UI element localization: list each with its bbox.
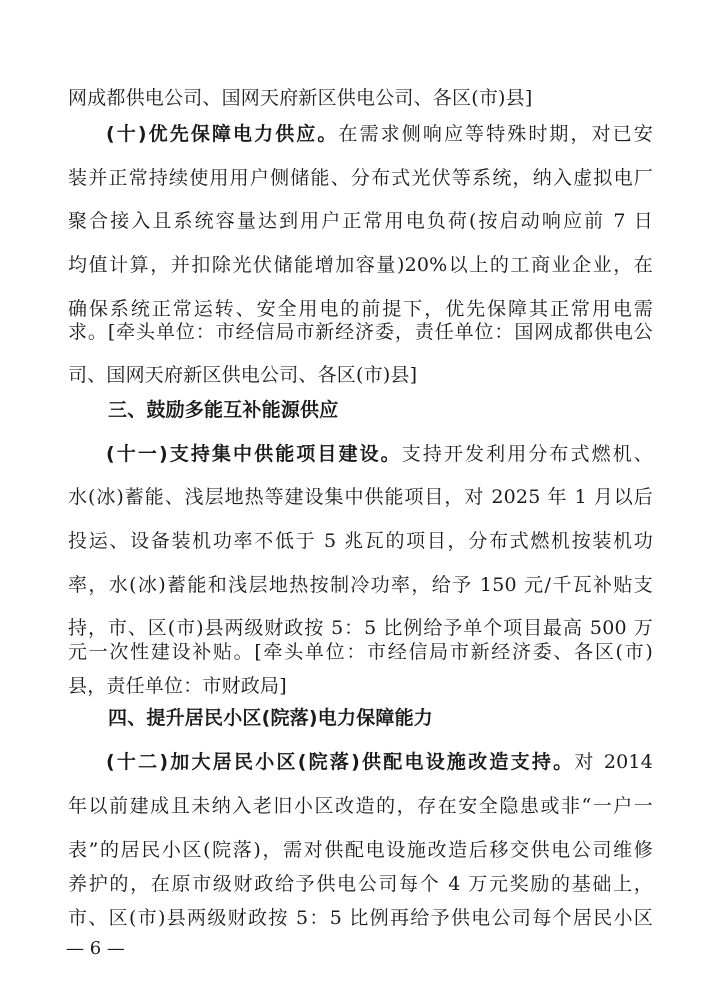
line-text: 确保系统正常运转、安全用电的前提下，优先保障其正常用电需	[68, 298, 653, 320]
line-text: 均值计算，并扣除光伏储能增加容量)20%以上的工商业企业，在	[68, 254, 653, 276]
line-text: 率，水(冰)蓄能和浅层地热按制冷功率，给予 150 元/千瓦补贴支	[68, 574, 653, 596]
paragraph-line	[68, 209, 653, 233]
section-heading: 四、提升居民小区(院落)电力保障能力	[108, 707, 433, 729]
paragraph-line	[68, 485, 653, 509]
paragraph-line	[68, 794, 653, 818]
line-text: 元一次性建设补贴。[牵头单位：市经信局市新经济委、各区(市)	[68, 641, 653, 663]
line-text: 司、国网天府新区供电公司、各区(市)县]	[68, 364, 418, 386]
paragraph-line	[68, 320, 653, 344]
line-text: 表”的居民小区(院落)，需对供配电设施改造后移交供电公司维修	[68, 839, 653, 861]
paragraph-line	[68, 674, 653, 698]
paragraph-line	[106, 122, 653, 146]
paragraph-line	[68, 573, 653, 597]
paragraph-line	[68, 166, 653, 190]
line-text: 装并正常持续使用用户侧储能、分布式光伏等系统，纳入虚拟电厂	[68, 167, 653, 189]
clause-title: (十)优先保障电力供应。	[106, 123, 339, 145]
paragraph-line	[68, 616, 653, 640]
paragraph-line	[68, 363, 653, 387]
line-text: 支持开发利用分布式燃机、	[401, 443, 653, 465]
line-text: 县，责任单位：市财政局]	[68, 675, 287, 697]
line-text: 对 2014	[574, 751, 654, 773]
clause-title: (十一)支持集中供能项目建设。	[106, 443, 402, 465]
clause-title: (十二)加大居民小区(院落)供配电设施改造支持。	[106, 751, 575, 773]
paragraph-line	[106, 750, 653, 774]
paragraph-line	[68, 86, 653, 110]
paragraph-line	[68, 529, 653, 553]
line-text: 持，市、区(市)县两级财政按 5：5 比例给予单个项目最高 500 万	[68, 617, 653, 639]
line-text: 聚合接入且系统容量达到用户正常用电负荷(按启动响应前 7 日	[68, 210, 653, 232]
line-text: 养护的，在原市级财政给予供电公司每个 4 万元奖励的基础上，	[68, 873, 653, 895]
line-text: 求。[牵头单位：市经信局市新经济委，责任单位：国网成都供电公	[68, 321, 653, 343]
paragraph-line	[68, 838, 653, 862]
paragraph-line	[68, 640, 653, 664]
line-text: 在需求侧响应等特殊时期，对已安	[338, 123, 653, 145]
line-text: 年以前建成且未纳入老旧小区改造的，存在安全隐患或非“一户一	[68, 795, 653, 817]
paragraph-line	[106, 442, 653, 466]
page-number: — 6 —	[66, 938, 125, 959]
line-text: 市、区(市)县两级财政按 5：5 比例再给予供电公司每个居民小区	[68, 907, 653, 929]
section-heading: 三、鼓励多能互补能源供应	[108, 399, 339, 421]
line-text: 投运、设备装机功率不低于 5 兆瓦的项目，分布式燃机按装机功	[68, 530, 653, 552]
paragraph-line	[68, 297, 653, 321]
paragraph-line	[68, 872, 653, 896]
paragraph-line	[68, 253, 653, 277]
line-text: 水(冰)蓄能、浅层地热等建设集中供能项目，对 2025 年 1 月以后	[68, 486, 653, 508]
line-text: 网成都供电公司、国网天府新区供电公司、各区(市)县]	[68, 87, 533, 109]
paragraph-line	[68, 906, 653, 930]
